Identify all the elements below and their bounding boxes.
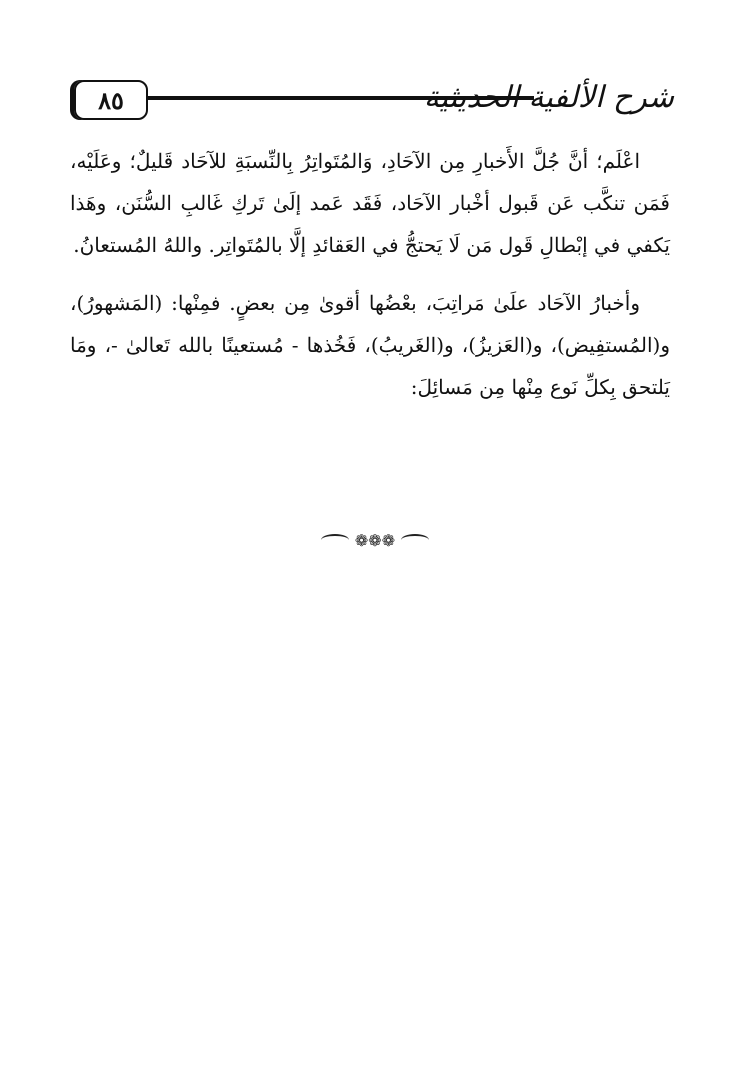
body-text xyxy=(70,140,670,424)
paragraph-1: اعْلَم؛ أنَّ جُلَّ الأَخبارِ مِن الآحَادِ، وَالمُتَواتِرُ بِالنِّسبَةِ للآحَاد قَليلٌ؛ وعَلَيْه، فَمَن تنكَّب عَن قَبول أخْبار الآحَاد، فَقَد عَمد إلَىٰ تَركِ غَالبِ السُّنَن، وهَذا يَكفي في إبْطالِ قَول مَن لَا يَحتجُّ في العَقائدِ إلَّا بالمُتَواتِر. واللهُ المُستعانُ. xyxy=(70,149,670,257)
page-number: ٨٥ xyxy=(74,80,148,120)
paragraph-2: وأخبارُ الآحَاد علَىٰ مَراتِبَ، بعْضُها أقوىٰ مِن بعضٍ. فمِنْها: (المَشهورُ)، و(المُستفِيض)، و(العَزيزُ)، و(الغَريبُ)، فَخُذها - مُستعينًا بالله تَعالىٰ -، ومَا يَلتحق بِكلِّ نَوع مِنْها مِن مَسائِلَ: xyxy=(70,291,670,399)
book-title: شرح الألفية الحديثية xyxy=(423,80,674,115)
page-header xyxy=(74,70,674,130)
ornament-swash-left-icon xyxy=(321,534,349,546)
ornament-flowers-icon: ❁❁❁ xyxy=(354,530,396,550)
section-ornament xyxy=(310,528,440,552)
ornament-swash-right-icon xyxy=(401,534,429,546)
